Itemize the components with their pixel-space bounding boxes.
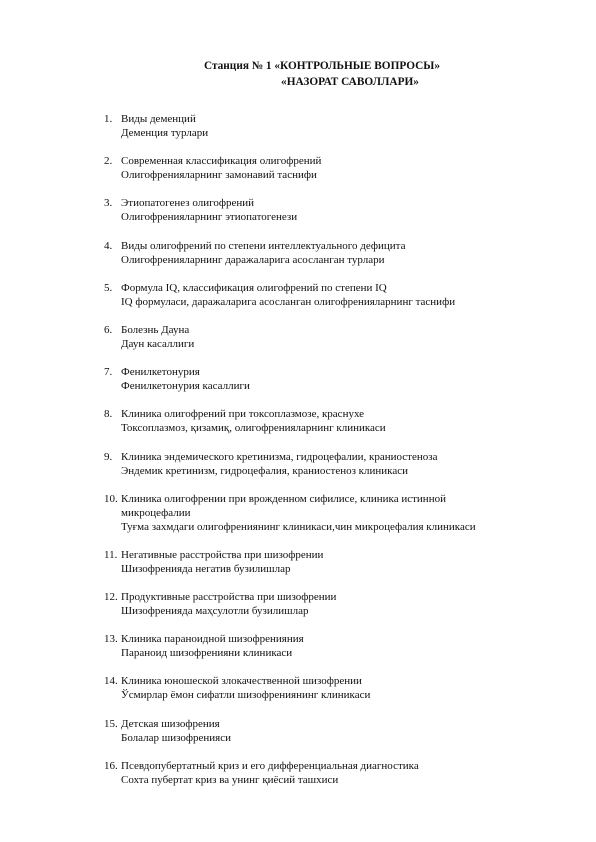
question-text-uz: Олигофренияларнинг даражаларига асосланган турлари [121,253,385,266]
question-item [0,239,596,267]
question-item [0,548,596,576]
question-item [0,365,596,393]
question-number: 12. [104,591,118,604]
question-item [0,759,596,787]
question-number: 13. [104,633,118,646]
question-text-uz: Олигофренияларнинг замонавий таснифи [121,169,317,182]
question-text-uz: Токсоплазмоз, қизамиқ, олигофренияларнинг клиникаси [121,422,386,435]
question-text-ru: Клиника юношеской злокачественной шизофрении [121,675,362,688]
question-text-ru: Клиника параноидной шизофренияния [121,633,304,646]
question-text-ru: Продуктивные расстройства при шизофрении [121,591,337,604]
question-text-ru: Виды деменций [121,113,196,125]
question-text-uz: IQ формуласи, даражаларига асосланган олигофренияларнинг таснифи [121,295,456,308]
question-text-uz: Сохта пубертат криз ва унинг қиёсий ташхиси [121,773,339,786]
question-text-ru: Негативные расстройства при шизофрении [121,548,324,561]
question-number: 10. [104,492,118,505]
question-text-ru: Псевдопубертатный криз и его дифференциальная диагностика [121,759,419,772]
question-text-uz: Шизофренияда негатив бузилишлар [121,562,291,575]
question-number: 1. [104,113,113,125]
question-text-uz: Даун касаллиги [121,337,195,350]
question-number: 6. [104,323,113,336]
question-text-uz: Олигофренияларнинг этиопатогенези [121,211,298,224]
question-number: 5. [104,281,113,294]
question-text-uz: Фенилкетонурия касаллиги [121,380,250,393]
question-text-ru: Клиника эндемического кретинизма, гидроцефалии, краниостеноза [121,450,438,463]
question-item [0,407,596,435]
question-text-uz: микроцефалии [121,506,191,519]
question-number: 7. [104,366,113,379]
question-text-uz: Болалар шизофренияси [121,731,232,744]
question-item [0,632,596,660]
question-item [0,492,596,534]
question-item [0,154,596,182]
page-subtitle: «НАЗОРАТ САВОЛЛАРИ» [281,76,419,88]
question-item [0,112,596,140]
question-number: 2. [104,155,113,168]
question-number: 16. [104,759,118,772]
page-title: Станция № 1 «КОНТРОЛЬНЫЕ ВОПРОСЫ» [203,60,441,72]
question-number: 9. [104,450,113,463]
question-number: 15. [104,717,118,730]
question-item [0,281,596,309]
question-text-ru: Современная классификация олигофрений [121,155,322,168]
question-number: 11. [104,548,118,561]
question-number: 3. [104,197,113,210]
question-text-uz: Параноид шизофренияни клиникаси [121,647,293,660]
question-number: 14. [104,675,118,688]
question-list [0,112,596,801]
question-number: 4. [104,239,113,252]
question-item [0,450,596,478]
question-text-ru: Болезнь Дауна [121,323,190,336]
question-text-ru: Детская шизофрения [121,717,220,730]
question-text-ru: Этиопатогенез олигофрений [121,197,254,210]
question-item [0,590,596,618]
question-item [0,196,596,224]
question-number: 8. [104,408,113,421]
question-item [0,674,596,702]
question-text-ru: Формула IQ, классификация олигофрений по степени IQ [121,281,387,294]
question-text-ru: Клиника олигофрений при токсоплазмозе, краснухе [121,408,365,421]
question-text-ru: Фенилкетонурия [121,366,200,379]
question-text-uz: Ўсмирлар ёмон сифатли шизофрениянинг клиникаси [121,689,371,702]
question-item [0,717,596,745]
question-text-uz: Эндемик кретинизм, гидроцефалия, краниостеноз клиникаси [121,464,409,477]
question-text-uz: Деменция турлари [121,127,209,139]
question-text-ru: Виды олигофрений по степени интеллектуального дефицита [121,239,406,252]
question-item [0,323,596,351]
question-text-uz: Шизофренияда маҳсулотли бузилишлар [121,605,309,618]
question-text-ru: Клиника олигофрении при врожденном сифилисе, клиника истинной [121,492,446,505]
question-text-uz: Туғма захмдаги олигофрениянинг клиникаси,чин микроцефалия клиникаси [121,520,476,533]
